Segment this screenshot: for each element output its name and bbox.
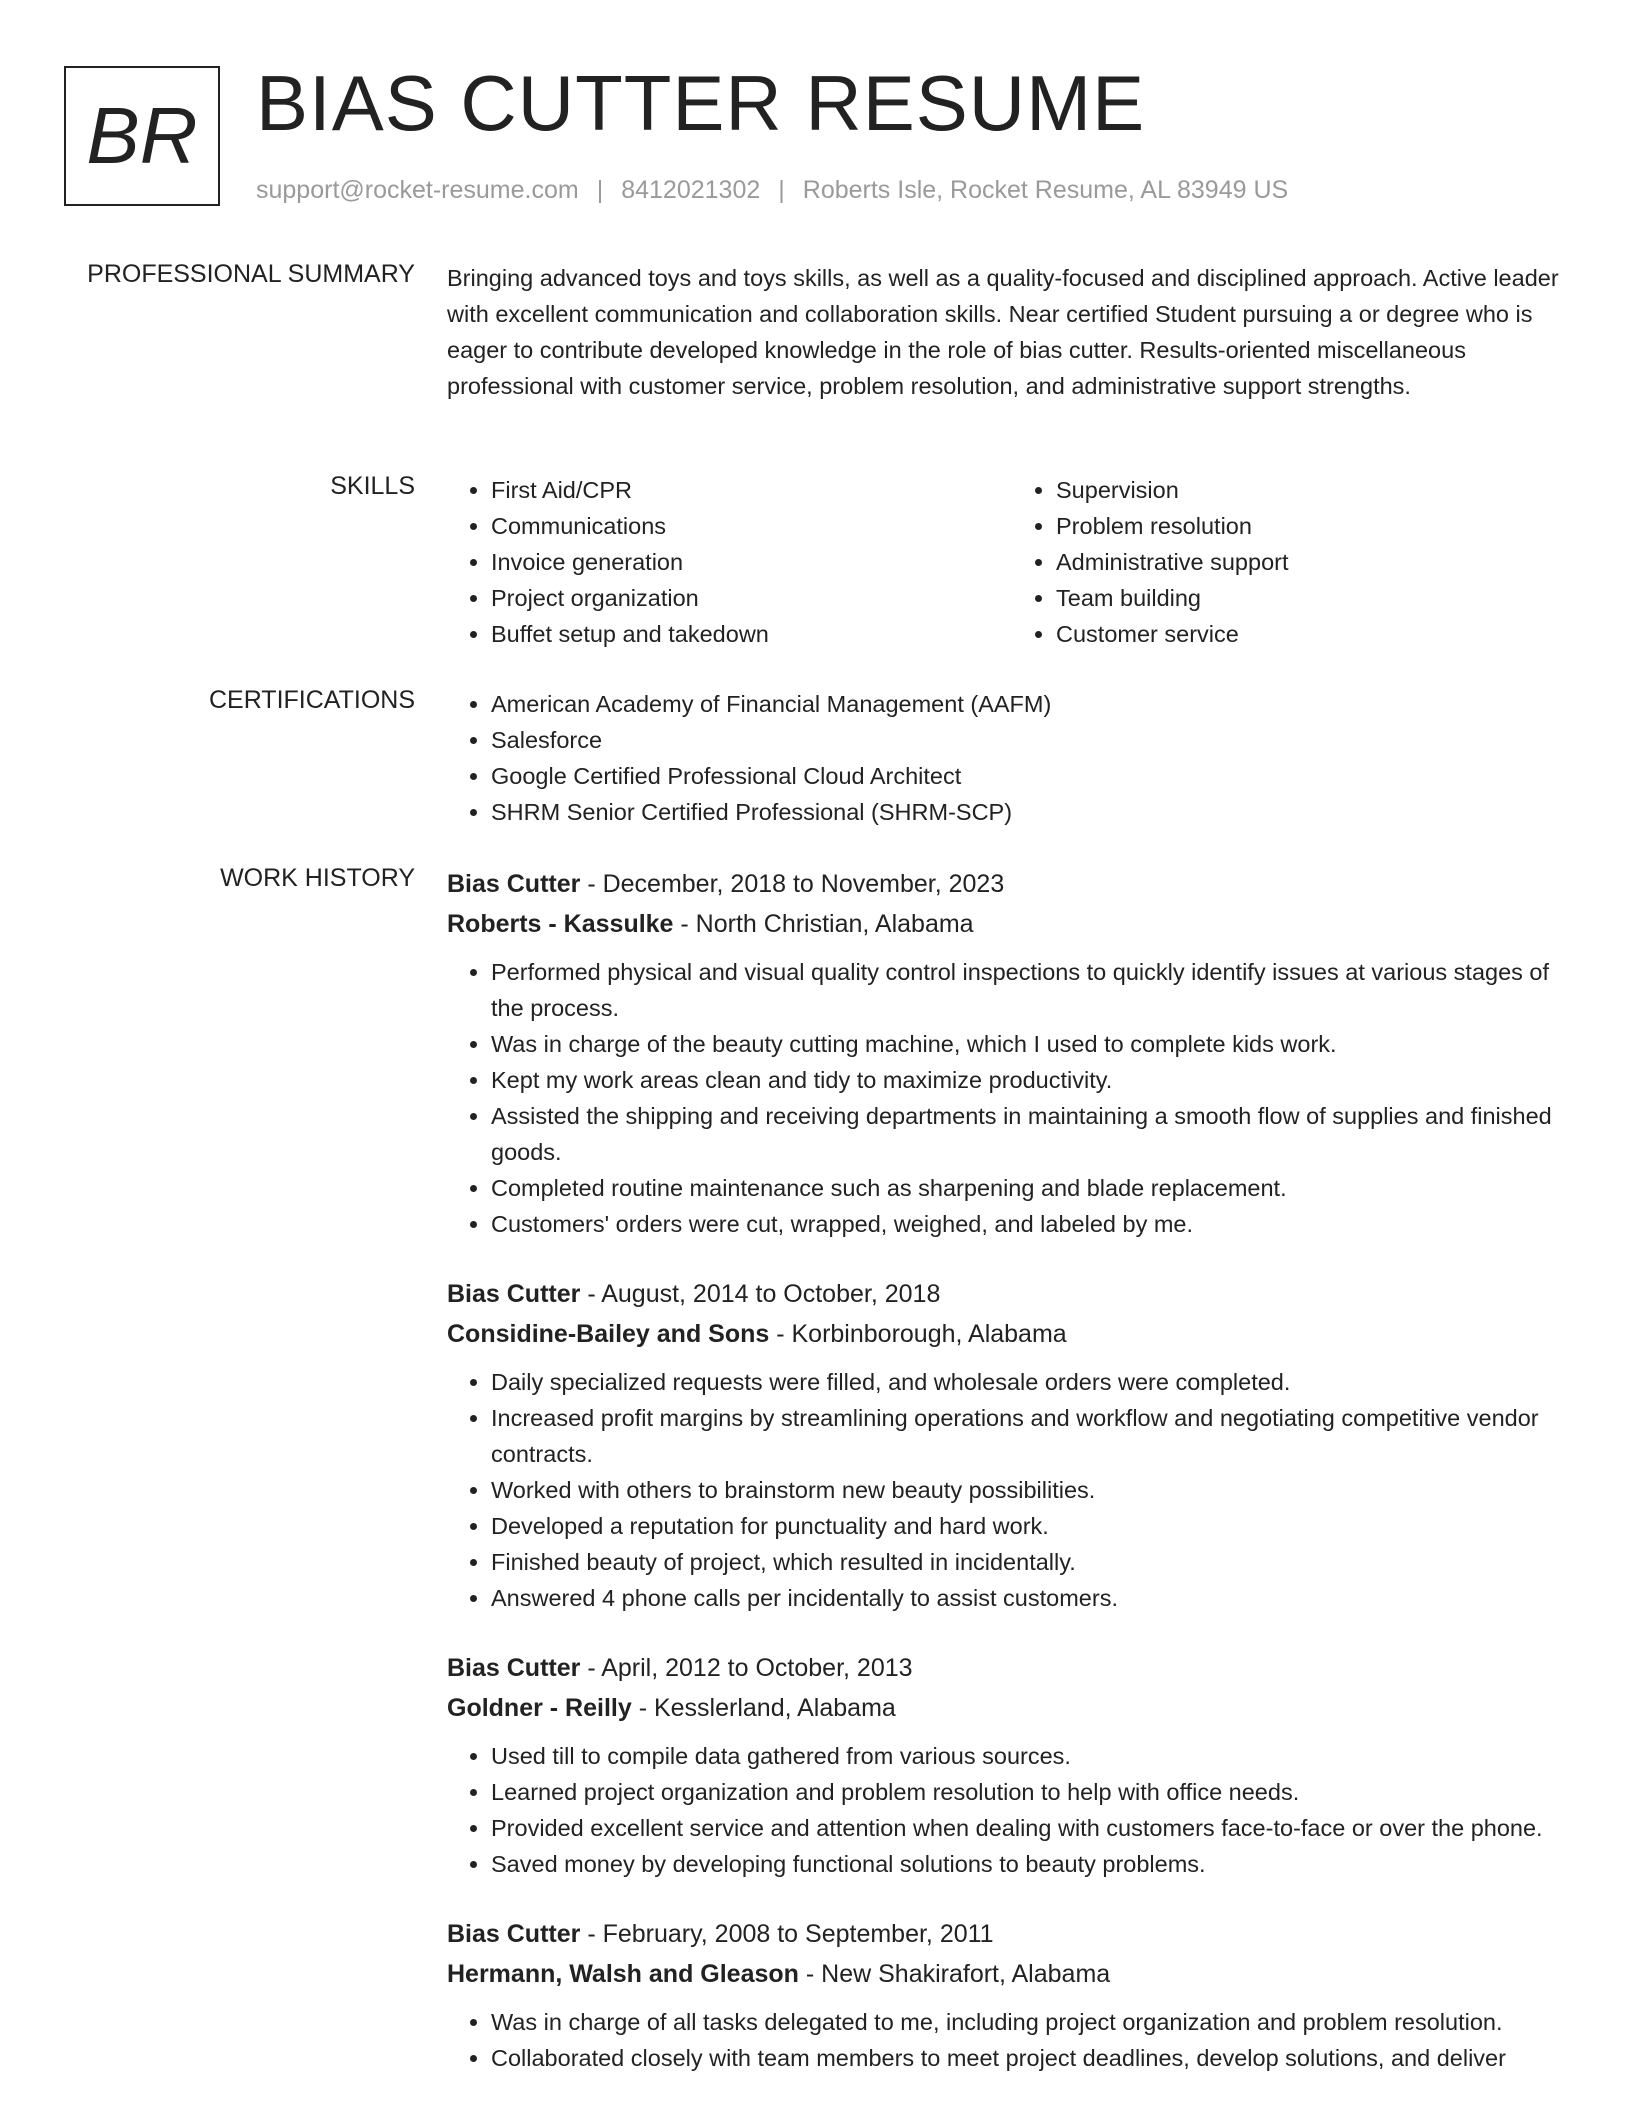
job-location: - Korbinborough, Alabama bbox=[769, 1320, 1067, 1348]
job-location: - New Shakirafort, Alabama bbox=[798, 1960, 1111, 1988]
job-company-line bbox=[447, 1688, 1577, 1728]
job-bullets bbox=[447, 1364, 1577, 1616]
job-company: Hermann, Walsh and Gleason bbox=[447, 1960, 799, 1988]
job-entry bbox=[447, 1914, 1577, 2076]
job-bullets bbox=[447, 954, 1577, 1242]
job-bullet: • Developed a reputation for punctuality and hard work. bbox=[491, 1508, 1577, 1544]
job-role-line bbox=[447, 1648, 1577, 1688]
skills-body bbox=[447, 472, 1577, 652]
job-bullet: • Assisted the shipping and receiving departments in maintaining a smooth flow of supplies and finished goods. bbox=[491, 1098, 1577, 1170]
skill-item: • Administrative support bbox=[1056, 544, 1577, 580]
certification-item: • SHRM Senior Certified Professional (SHRM-SCP) bbox=[491, 794, 1577, 830]
certification-item: • Google Certified Professional Cloud Architect bbox=[491, 758, 1577, 794]
job-dates: - December, 2018 to November, 2023 bbox=[580, 870, 1005, 898]
job-dates: - August, 2014 to October, 2018 bbox=[580, 1280, 941, 1308]
job-bullet: • Provided excellent service and attention when dealing with customers face-to-face or over the phone. bbox=[491, 1810, 1577, 1846]
job-location: - North Christian, Alabama bbox=[673, 910, 974, 938]
certification-item: • Salesforce bbox=[491, 722, 1577, 758]
job-bullets bbox=[447, 1738, 1577, 1882]
job-company-line bbox=[447, 1954, 1577, 1994]
job-company: Considine-Bailey and Sons bbox=[447, 1320, 770, 1348]
section-title-summary: PROFESSIONAL SUMMARY bbox=[87, 260, 415, 288]
skill-item: • Invoice generation bbox=[491, 544, 1012, 580]
summary-text: Bringing advanced toys and toys skills, as well as a quality-focused and disciplined approach. Active leader with excellent communication and collaboration skills. Near certified Student pursuing a or degree who is eager to contribute developed knowledge in the role of bias cutter. Results-oriented miscellaneous professional with customer service, problem resolution, and administrative support strengths. bbox=[447, 265, 1559, 399]
skill-item: • First Aid/CPR bbox=[491, 472, 1012, 508]
job-role: Bias Cutter bbox=[447, 870, 581, 898]
job-bullet: • Was in charge of all tasks delegated to me, including project organization and problem resolution. bbox=[491, 2004, 1577, 2040]
job-bullet: • Learned project organization and problem resolution to help with office needs. bbox=[491, 1774, 1577, 1810]
job-bullet: • Worked with others to brainstorm new beauty possibilities. bbox=[491, 1472, 1577, 1508]
job-company: Roberts - Kassulke bbox=[447, 910, 674, 938]
job-dates: - April, 2012 to October, 2013 bbox=[580, 1654, 913, 1682]
job-role-line bbox=[447, 1914, 1577, 1954]
contact-line bbox=[256, 176, 1288, 205]
job-company-line bbox=[447, 904, 1577, 944]
job-role: Bias Cutter bbox=[447, 1654, 581, 1682]
job-bullet: • Customers' orders were cut, wrapped, weighed, and labeled by me. bbox=[491, 1206, 1577, 1242]
skills-column-1 bbox=[447, 472, 1012, 652]
job-role: Bias Cutter bbox=[447, 1280, 581, 1308]
job-bullet: • Was in charge of the beauty cutting machine, which I used to complete kids work. bbox=[491, 1026, 1577, 1062]
skill-item: • Project organization bbox=[491, 580, 1012, 616]
summary-body bbox=[447, 260, 1577, 404]
job-dates: - February, 2008 to September, 2011 bbox=[580, 1920, 994, 1948]
skill-item: • Problem resolution bbox=[1056, 508, 1577, 544]
job-bullet: • Performed physical and visual quality control inspections to quickly identify issues at various stages of the process. bbox=[491, 954, 1577, 1026]
job-bullets bbox=[447, 2004, 1577, 2076]
skill-item: • Communications bbox=[491, 508, 1012, 544]
section-title-skills: SKILLS bbox=[330, 472, 415, 500]
job-role-line bbox=[447, 864, 1577, 904]
contact-separator: | bbox=[596, 176, 604, 204]
job-bullet: • Kept my work areas clean and tidy to maximize productivity. bbox=[491, 1062, 1577, 1098]
skill-item: • Supervision bbox=[1056, 472, 1577, 508]
section-title-work-history: WORK HISTORY bbox=[220, 864, 415, 892]
job-bullet: • Saved money by developing functional solutions to beauty problems. bbox=[491, 1846, 1577, 1882]
certification-item: • American Academy of Financial Management (AAFM) bbox=[491, 686, 1577, 722]
certifications-list bbox=[447, 686, 1577, 830]
job-role-line bbox=[447, 1274, 1577, 1314]
job-role: Bias Cutter bbox=[447, 1920, 581, 1948]
job-bullet: • Collaborated closely with team members to meet project deadlines, develop solutions, and deliver bbox=[491, 2040, 1577, 2076]
job-entry bbox=[447, 864, 1577, 1242]
job-bullet: • Answered 4 phone calls per incidentally to assist customers. bbox=[491, 1580, 1577, 1616]
job-company-line bbox=[447, 1314, 1577, 1354]
skill-item: • Team building bbox=[1056, 580, 1577, 616]
skill-item: • Customer service bbox=[1056, 616, 1577, 652]
monogram-logo: BR bbox=[64, 66, 220, 206]
job-location: - Kesslerland, Alabama bbox=[631, 1694, 896, 1722]
contact-phone[interactable]: 8412021302 bbox=[621, 176, 761, 204]
skill-item: • Buffet setup and takedown bbox=[491, 616, 1012, 652]
contact-email[interactable]: support@rocket-resume.com bbox=[256, 176, 579, 204]
job-bullet: • Finished beauty of project, which resulted in incidentally. bbox=[491, 1544, 1577, 1580]
job-bullet: • Used till to compile data gathered from various sources. bbox=[491, 1738, 1577, 1774]
work-history-body bbox=[447, 864, 1577, 2108]
section-title-certifications: CERTIFICATIONS bbox=[208, 686, 415, 714]
job-entry bbox=[447, 1274, 1577, 1616]
contact-address: Roberts Isle, Rocket Resume, AL 83949 US bbox=[802, 176, 1289, 204]
job-bullet: • Completed routine maintenance such as sharpening and blade replacement. bbox=[491, 1170, 1577, 1206]
job-company: Goldner - Reilly bbox=[447, 1694, 632, 1722]
job-bullet: • Daily specialized requests were filled, and wholesale orders were completed. bbox=[491, 1364, 1577, 1400]
certifications-body bbox=[447, 686, 1577, 830]
resume-title: BIAS CUTTER RESUME bbox=[256, 59, 1146, 147]
job-bullet: • Increased profit margins by streamlining operations and workflow and negotiating competitive vendor contracts. bbox=[491, 1400, 1577, 1472]
skills-column-2 bbox=[1012, 472, 1577, 652]
contact-separator: | bbox=[778, 176, 785, 204]
job-entry bbox=[447, 1648, 1577, 1882]
